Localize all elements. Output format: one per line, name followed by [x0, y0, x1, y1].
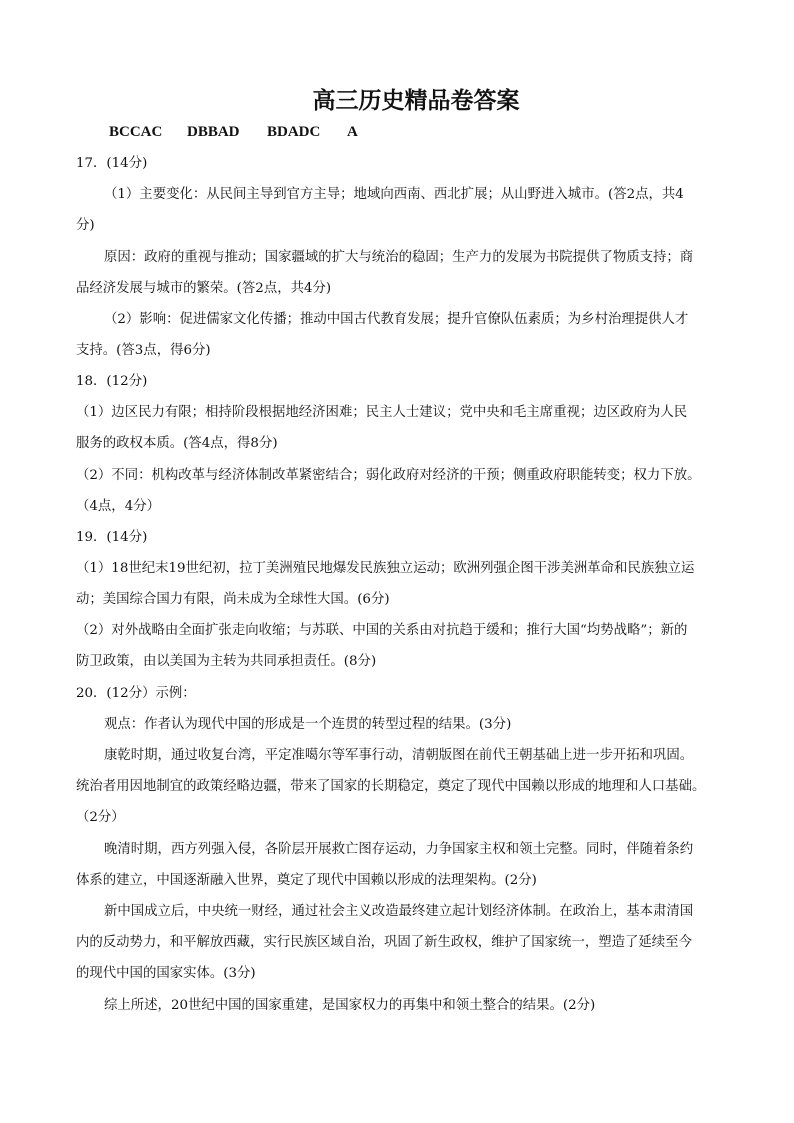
q20-para3-line3: 的现代中国的国家实体。(3分) [76, 966, 256, 981]
q20-viewpoint: 观点：作者认为现代中国的形成是一个连贯的转型过程的结果。(3分) [104, 717, 512, 732]
q17-reason-line2: 品经济发展与城市的繁荣。(答2点，共4分) [76, 281, 332, 296]
q17-part2-line1: （2）影响：促进儒家文化传播；推动中国古代教育发展；提升官僚队伍素质；为乡村治理提供人才 [104, 312, 689, 327]
q17-part2-line2: 支持。(答3点，得6分) [76, 343, 211, 358]
q20-para2-line1: 晚清时期，西方列强入侵，各阶层开展救亡图存运动，力争国家主权和领土完整。同时，伴随着条约 [104, 842, 694, 857]
q19-part1-line2: 动；美国综合国力有限，尚未成为全球性大国。(6分) [76, 592, 390, 607]
answer-group-4: A [347, 124, 358, 140]
q20-conclusion: 综上所述，20世纪中国的国家重建，是国家权力的再集中和领土整合的结果。(2分) [104, 998, 596, 1013]
q17-part1-line1: （1）主要变化：从民间主导到官方主导；地域向西南、西北扩展；从山野进入城市。(答2点，共4 [104, 187, 684, 202]
multiple-choice-answers [109, 124, 358, 141]
answer-group-3: BDADC [267, 124, 321, 140]
q19-part2-line2: 防卫政策，由以美国为主转为共同承担责任。(8分) [76, 654, 377, 669]
q20-para1-line3: （2分） [76, 810, 125, 825]
q20-para1-line1: 康乾时期，通过收复台湾，平定准噶尔等军事行动，清朝版图在前代王朝基础上进一步开拓和巩固。 [104, 748, 694, 763]
q20-para3-line1: 新中国成立后，中央统一财经，通过社会主义改造最终建立起计划经济体制。在政治上，基本肃清国 [104, 904, 694, 919]
q18-part2-line1: （2）不同：机构改革与经济体制改革紧密结合；弱化政府对经济的干预；侧重政府职能转变；权力下放。 [76, 468, 701, 483]
q20-para2-line2: 体系的建立，中国逐渐融入世界，奠定了现代中国赖以形成的法理架构。(2分) [76, 873, 537, 888]
q20-para3-line2: 内的反动势力，和平解放西藏，实行民族区域自治，巩固了新生政权，维护了国家统一，塑造了延续至今 [76, 935, 692, 950]
q17-heading: 17．(14分) [76, 156, 148, 171]
q18-part2-line2: （4点，4分） [76, 499, 160, 514]
page-title: 高三历史精品卷答案 [312, 88, 520, 114]
q20-heading: 20．(12分）示例： [76, 686, 196, 701]
q18-part1-line2: 服务的政权本质。(答4点，得8分) [76, 436, 278, 451]
q17-part1-line2: 分) [76, 218, 95, 233]
q19-heading: 19．(14分) [76, 530, 148, 545]
q20-para1-line2: 统治者用因地制宜的政策经略边疆，带来了国家的长期稳定，奠定了现代中国赖以形成的地理和人口基础。 [76, 779, 706, 794]
answer-group-1: BCCAC [109, 124, 163, 140]
q19-part2-line1: （2）对外战略由全面扩张走向收缩；与苏联、中国的关系由对抗趋于缓和；推行大国“均势战略”；新的 [76, 623, 688, 638]
answer-group-2: DBBAD [187, 124, 240, 140]
q18-part1-line1: （1）边区民力有限；相持阶段根据地经济困难；民主人士建议；党中央和毛主席重视；边区政府为人民 [76, 405, 688, 420]
q19-part1-line1: （1）18世纪末19世纪初，拉丁美洲殖民地爆发民族独立运动；欧洲列强企图干涉美洲革命和民族独立运 [76, 561, 695, 576]
q17-reason-line1: 原因：政府的重视与推动；国家疆域的扩大与统治的稳固；生产力的发展为书院提供了物质支持；商 [104, 250, 694, 265]
q18-heading: 18．(12分) [76, 374, 148, 389]
